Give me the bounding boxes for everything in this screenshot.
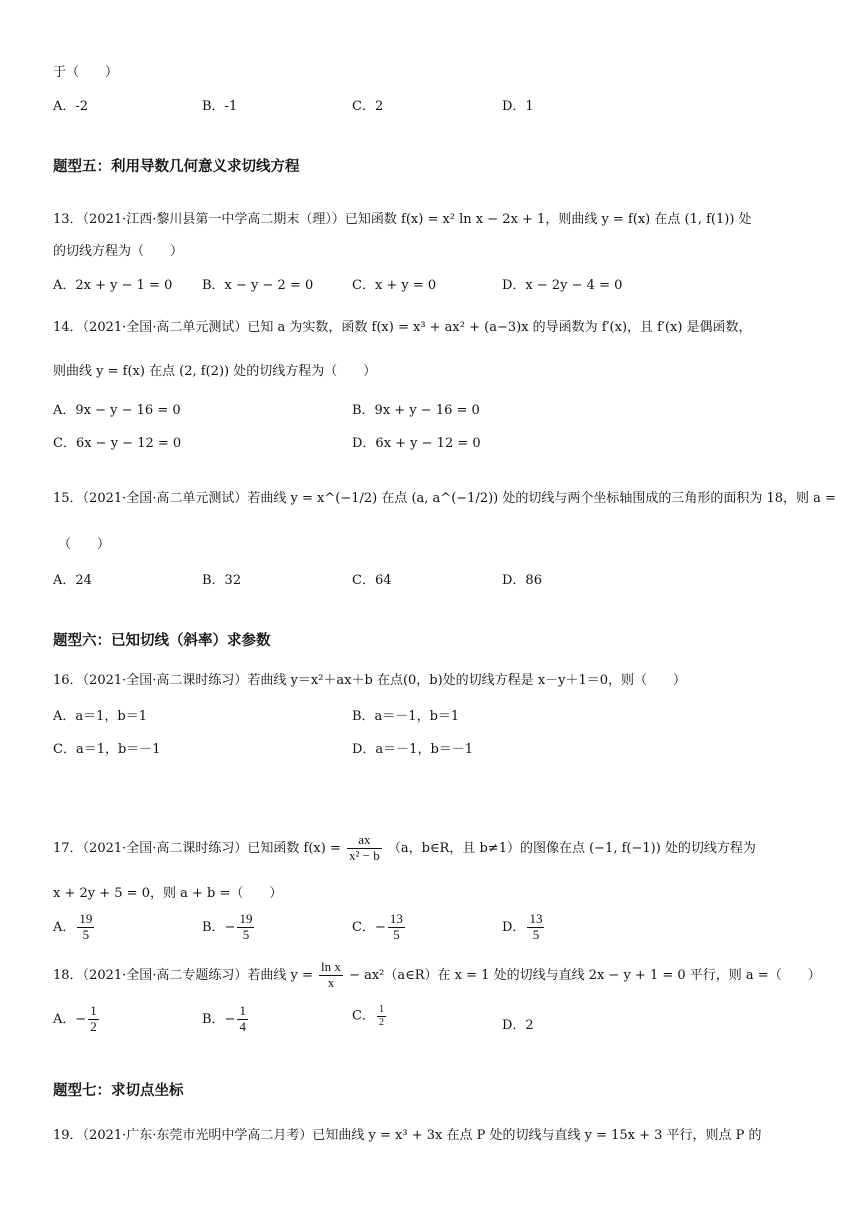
q18-option-c (352, 1004, 388, 1028)
q17-option-a-fraction (77, 912, 94, 943)
question-18-line1 (53, 960, 821, 991)
q17-option-c (352, 912, 407, 943)
q18-option-b-den: 4 (239, 1018, 246, 1034)
section-heading-6: 题型六：已知切线（斜率）求参数 (53, 633, 271, 649)
q17-option-b-num: 19 (239, 911, 253, 926)
q17-option-d-label: D． (502, 919, 526, 935)
question-15-line2: （ ） (58, 537, 111, 552)
question-13-line2: 的切线方程为（ ） (53, 244, 184, 259)
question-19-line1: 19．（2021·广东·东莞市光明中学高二月考）已知曲线 y = x³ + 3x 在点 P 处的切线与直线 y = 15x + 3 平行，则点 P 的 (53, 1128, 762, 1143)
q17-option-a-label: A． (53, 919, 76, 935)
question-14-line2: 则曲线 y = f(x) 在点 (2, f(2)) 处的切线方程为（ ） (53, 364, 377, 379)
q17-option-b-fraction (237, 912, 254, 943)
q18-option-b-sign: − (224, 1011, 236, 1027)
q14-option-a: A．9x − y − 16 = 0 (53, 403, 181, 418)
q12-option-b: B．-1 (202, 99, 238, 114)
q17-option-d-den: 5 (532, 926, 540, 942)
q18-fraction-denominator: x (327, 974, 335, 990)
q13-option-a: A．2x + y − 1 = 0 (53, 278, 173, 293)
q17-option-c-label: C． (352, 919, 375, 935)
q17-option-a-num: 19 (79, 911, 93, 926)
q18-option-b-fraction (237, 1004, 248, 1035)
question-17-stem-b: （a，b∈R，且 b≠1）的图像在点 (−1, f(−1)) 处的切线方程为 (387, 840, 756, 856)
q18-option-a-sign: − (75, 1011, 87, 1027)
q18-option-a-label: A． (53, 1011, 76, 1027)
q18-function-fraction (319, 960, 343, 991)
q17-option-c-sign: − (374, 919, 386, 935)
q18-option-a-num: 1 (90, 1003, 97, 1018)
q18-option-c-den: 2 (378, 1016, 384, 1028)
q13-option-c: C．x + y = 0 (352, 278, 437, 293)
q17-option-d-fraction (527, 912, 544, 943)
question-14-line1: 14．（2021·全国·高二单元测试）已知 a 为实数，函数 f(x) = x³ + ax² + (a−3)x 的导函数为 f′(x)，且 f′(x) 是偶函数， (53, 320, 752, 335)
q12-option-c: C．2 (352, 99, 384, 114)
q17-fraction-numerator: ax (347, 833, 382, 849)
q15-option-b: B．32 (202, 573, 242, 588)
q18-option-d: D．2 (502, 1018, 534, 1033)
q18-option-b-label: B． (202, 1011, 225, 1027)
question-16-line1: 16．（2021·全国·高二课时练习）若曲线 y＝x²＋ax＋b 在点(0，b)处的切线方程是 x－y＋1＝0，则（ ） (53, 673, 687, 688)
q15-option-a: A．24 (53, 573, 92, 588)
q17-option-b-den: 5 (242, 926, 250, 942)
q18-option-c-fraction (377, 1004, 386, 1028)
q18-option-b (202, 1004, 250, 1035)
q17-option-d (502, 912, 546, 943)
q16-option-a: A．a＝1，b＝1 (53, 709, 148, 724)
question-13-line1: 13．（2021·江西·黎川县第一中学高二期末（理））已知函数 f(x) = x² ln x − 2x + 1，则曲线 y = f(x) 在点 (1, f(1)) 处 (53, 212, 752, 227)
q15-option-c: C．64 (352, 573, 392, 588)
question-17-line1 (53, 833, 756, 864)
q18-option-a (53, 1004, 101, 1035)
q17-option-c-den: 5 (393, 926, 400, 942)
q18-fraction-numerator: ln x (321, 959, 341, 974)
q14-option-c: C．6x − y − 12 = 0 (53, 436, 182, 451)
q14-option-d: D．6x + y − 12 = 0 (352, 436, 481, 451)
q18-option-a-fraction (88, 1004, 99, 1035)
question-15-line1: 15．（2021·全国·高二单元测试）若曲线 y = x^(−1/2) 在点 (a, a^(−1/2)) 处的切线与两个坐标轴围成的三角形的面积为 18，则 a = (53, 491, 836, 506)
q14-option-b: B．9x + y − 16 = 0 (352, 403, 480, 418)
q18-option-b-num: 1 (239, 1003, 246, 1018)
q17-option-b (202, 912, 256, 943)
question-17-stem-a: 17．（2021·全国·高二课时练习）已知函数 f(x) = (53, 840, 341, 856)
q17-option-d-num: 13 (529, 911, 543, 926)
question-18-stem-a: 18．（2021·全国·高二专题练习）若曲线 y = (53, 967, 313, 983)
q17-option-c-num: 13 (389, 911, 403, 926)
section-heading-7: 题型七：求切点坐标 (53, 1083, 184, 1099)
q18-option-c-num: 1 (378, 1004, 384, 1015)
section-heading-5: 题型五：利用导数几何意义求切线方程 (53, 159, 300, 175)
q13-option-b: B．x − y − 2 = 0 (202, 278, 314, 293)
q17-option-b-label: B． (202, 919, 225, 935)
question-17-line2: x + 2y + 5 = 0，则 a + b =（ ） (53, 886, 283, 901)
q12-option-d: D．1 (502, 99, 534, 114)
q15-option-d: D．86 (502, 573, 542, 588)
q12-option-a: A．-2 (53, 99, 89, 114)
q17-function-fraction (347, 833, 382, 864)
question-18-stem-b: − ax²（a∈R）在 x = 1 处的切线与直线 2x − y + 1 = 0 平行，则 a =（ ） (349, 967, 821, 983)
q18-option-c-label: C． (352, 1008, 375, 1024)
q17-fraction-denominator: x² − b (348, 847, 380, 863)
question-12-tail: 于（ ） (53, 65, 119, 80)
q16-option-d: D．a＝－1，b＝－1 (352, 742, 474, 757)
q17-option-a (53, 912, 96, 943)
q17-option-c-fraction (388, 912, 405, 943)
q17-option-b-sign: − (224, 919, 236, 935)
q18-option-a-den: 2 (90, 1018, 97, 1034)
q13-option-d: D．x − 2y − 4 = 0 (502, 278, 623, 293)
q17-option-a-den: 5 (82, 926, 90, 942)
q16-option-c: C．a＝1，b＝－1 (53, 742, 161, 757)
q16-option-b: B．a＝－1，b＝1 (352, 709, 460, 724)
